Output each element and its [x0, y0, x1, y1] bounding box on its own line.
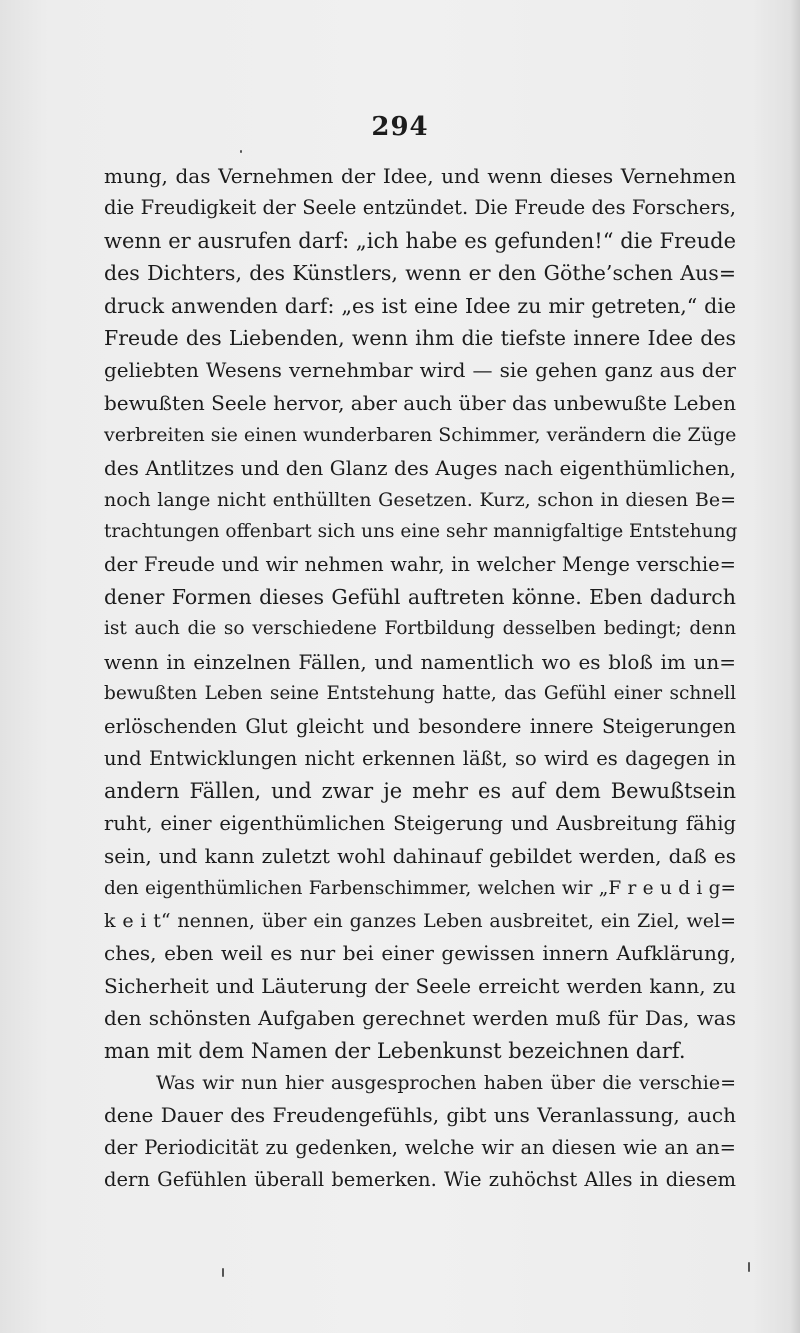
text-line: wenn in einzelnen Fällen, und namentlich wo es bloß im un=	[104, 649, 736, 674]
body-text	[104, 160, 736, 1197]
text-line: mung, das Vernehmen der Idee, und wenn dieses Vernehmen	[104, 164, 736, 188]
text-line: ches, eben weil es nur bei einer gewissen innern Aufklärung,	[104, 941, 736, 966]
page-number: 294	[371, 112, 429, 142]
text-line: erlöschenden Glut gleicht und besondere innere Steigerungen	[104, 714, 736, 738]
paragraph-start-line: Was wir nun hier ausgesprochen haben über die verschie=	[156, 1071, 736, 1094]
text-line: Freude des Liebenden, wenn ihm die tiefste innere Idee des	[104, 325, 736, 350]
page-edge-shadow	[790, 0, 800, 1333]
text-line: wenn er ausrufen darf: „ich habe es gefunden!“ die Freude	[104, 228, 736, 253]
print-speck	[240, 150, 242, 153]
text-line: dern Gefühlen überall bemerken. Wie zuhöchst Alles in diesem	[104, 1168, 736, 1192]
text-line: trachtungen offenbart sich uns eine sehr mannigfaltige Entstehung	[104, 521, 738, 543]
text-line: sein, und kann zuletzt wohl dahinauf gebildet werden, daß es	[104, 844, 736, 869]
text-line: druck anwenden darf: „es ist eine Idee zu mir getreten,“ die	[104, 293, 736, 318]
text-line: ruht, einer eigenthümlichen Steigerung und Ausbreitung fähig	[104, 811, 736, 835]
text-line: bewußten Seele hervor, aber auch über das unbewußte Leben	[104, 390, 736, 415]
text-line: dener Formen dieses Gefühl auftreten könne. Eben dadurch	[104, 585, 736, 610]
print-speck	[222, 1268, 224, 1277]
text-line: verbreiten sie einen wunderbaren Schimmer, verändern die Züge	[104, 424, 737, 447]
text-line: noch lange nicht enthüllten Gesetzen. Kurz, schon in diesen Be=	[104, 488, 736, 511]
text-line: geliebten Wesens vernehmbar wird — sie gehen ganz aus der	[104, 358, 736, 383]
text-line: des Antlitzes und den Glanz des Auges nach eigenthümlichen,	[104, 455, 736, 480]
text-line: die Freudigkeit der Seele entzündet. Die Freude des Forschers,	[104, 196, 736, 220]
text-line: der Periodicität zu gedenken, welche wir an diesen wie an an=	[104, 1135, 736, 1159]
text-line: des Dichters, des Künstlers, wenn er den Göthe’schen Aus=	[104, 261, 736, 286]
text-line: den schönsten Aufgaben gerechnet werden muß für Das, was	[104, 1006, 736, 1031]
paragraph-end-line: man mit dem Namen der Lebenkunst bezeichnen darf.	[104, 1038, 686, 1063]
text-line: ist auch die so verschiedene Fortbildung desselben bedingt; denn	[104, 618, 736, 640]
text-line: und Entwicklungen nicht erkennen läßt, so wird es dagegen in	[104, 747, 736, 771]
text-line: den eigenthümlichen Farbenschimmer, welchen wir „F r e u d i g=	[104, 877, 736, 899]
text-line: der Freude und wir nehmen wahr, in welcher Menge verschie=	[104, 552, 736, 576]
text-line: Sicherheit und Läuterung der Seele erreicht werden kann, zu	[104, 973, 736, 998]
text-line: bewußten Leben seine Entstehung hatte, das Gefühl einer schnell	[104, 683, 736, 705]
text-line: k e i t“ nennen, über ein ganzes Leben ausbreitet, ein Ziel, wel=	[104, 909, 736, 932]
text-line: andern Fällen, und zwar je mehr es auf dem Bewußtsein	[104, 779, 736, 804]
print-speck	[748, 1262, 750, 1272]
text-line: dene Dauer des Freudengefühls, gibt uns Veranlassung, auch	[104, 1103, 736, 1128]
